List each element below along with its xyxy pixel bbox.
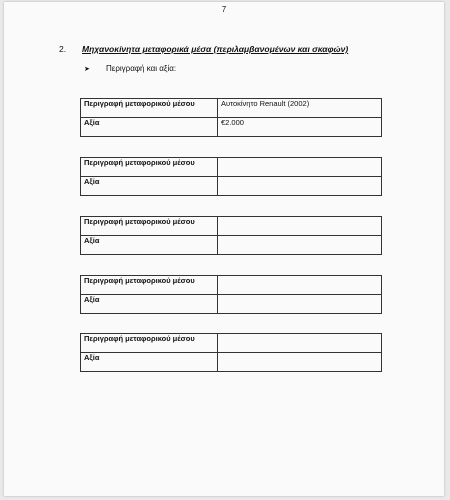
vehicle-table: [80, 98, 382, 137]
description-label: Περιγραφή μεταφορικού μέσου: [81, 217, 218, 236]
vehicle-table: [80, 216, 382, 255]
value-amount: [218, 236, 382, 255]
value-amount: €2.000: [218, 118, 382, 137]
value-label: Αξία: [81, 353, 218, 372]
section-heading: [59, 44, 348, 54]
table-row: [81, 118, 382, 137]
bullet-item: [84, 64, 176, 73]
table-row: [81, 276, 382, 295]
value-amount: [218, 177, 382, 196]
table-row: [81, 158, 382, 177]
description-label: Περιγραφή μεταφορικού μέσου: [81, 276, 218, 295]
table-row: [81, 217, 382, 236]
page-number: 7: [221, 5, 227, 14]
table-row: [81, 353, 382, 372]
arrow-bullet-icon: ➤: [84, 66, 90, 73]
document-page: [4, 2, 444, 496]
table-row: [81, 99, 382, 118]
description-label: Περιγραφή μεταφορικού μέσου: [81, 334, 218, 353]
description-value: [218, 334, 382, 353]
value-amount: [218, 353, 382, 372]
value-label: Αξία: [81, 236, 218, 255]
table-row: [81, 177, 382, 196]
table-row: [81, 236, 382, 255]
bullet-text: Περιγραφή και αξία:: [106, 64, 177, 73]
table-row: [81, 295, 382, 314]
value-amount: [218, 295, 382, 314]
description-label: Περιγραφή μεταφορικού μέσου: [81, 158, 218, 177]
description-value: [218, 217, 382, 236]
description-label: Περιγραφή μεταφορικού μέσου: [81, 99, 218, 118]
table-row: [81, 334, 382, 353]
value-label: Αξία: [81, 118, 218, 137]
value-label: Αξία: [81, 295, 218, 314]
section-number: 2.: [59, 44, 67, 54]
section-title: Μηχανοκίνητα μεταφορικά μέσα (περιλαμβανομένων και σκαφών): [82, 44, 349, 54]
description-value: [218, 158, 382, 177]
vehicle-table: [80, 333, 382, 372]
description-value: [218, 276, 382, 295]
value-label: Αξία: [81, 177, 218, 196]
vehicle-table: [80, 275, 382, 314]
description-value: Αυτοκίνητο Renault (2002): [218, 99, 382, 118]
vehicle-table: [80, 157, 382, 196]
